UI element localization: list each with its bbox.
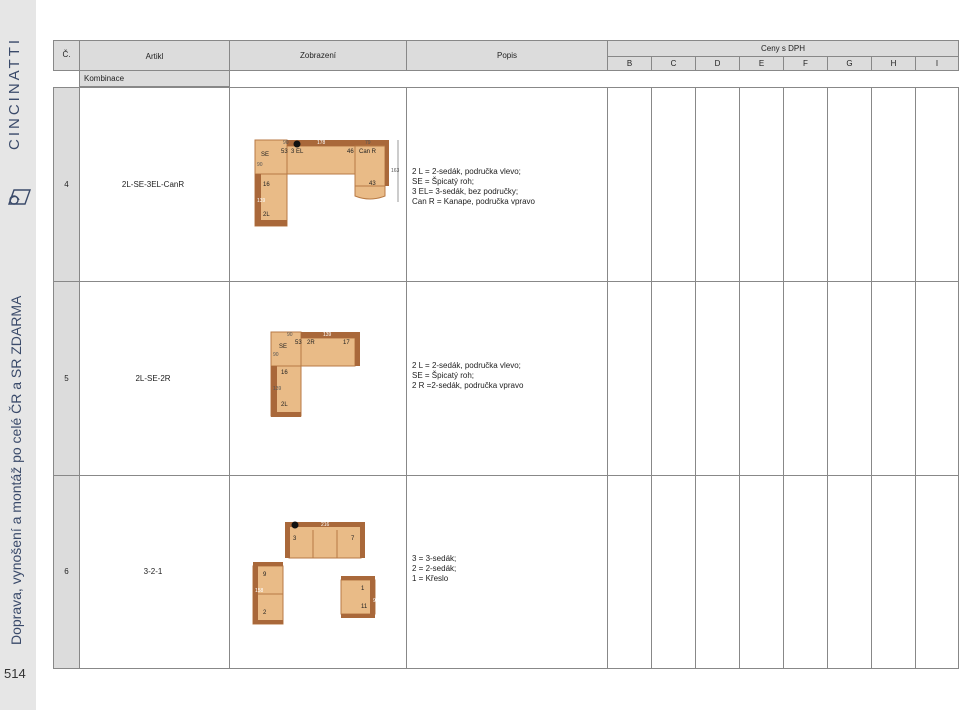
- sofa-dimension: 90: [273, 352, 279, 358]
- price-cell-f: [783, 475, 828, 669]
- header-price-col-d: D: [695, 56, 740, 71]
- description-line: 3 EL= 3-sedák, bez područky;: [412, 186, 519, 196]
- description-line: SE = Špicatý roh;: [412, 370, 475, 380]
- header-price-col-i: I: [915, 56, 959, 71]
- description-line: 2 L = 2-sedák, područka vlevo;: [412, 360, 521, 370]
- sofa-dimension: 90: [283, 140, 289, 146]
- sofa-label: 53: [281, 149, 288, 155]
- sofa-dimension: 178: [317, 140, 326, 146]
- price-cell-d: [695, 87, 740, 282]
- sofa-label: 9: [263, 572, 267, 578]
- description-line: SE = Špicatý roh;: [412, 176, 475, 186]
- combo-name: 2L-SE-3EL-CanR: [121, 179, 185, 189]
- sofa-label: Can R: [359, 149, 377, 155]
- price-cell-i: [915, 475, 959, 669]
- sofa-dimension: 216: [321, 522, 330, 528]
- price-cell-g: [827, 475, 872, 669]
- sofa-diagram-row4: [253, 138, 403, 230]
- header-price-col-b: B: [607, 56, 652, 71]
- sofa-dimension: 90: [287, 332, 293, 338]
- price-cell-h: [871, 281, 916, 476]
- sofa-dimension: 158: [255, 588, 264, 594]
- description-line: 2 L = 2-sedák, područka vlevo;: [412, 166, 521, 176]
- sofa-label: 7: [351, 536, 355, 542]
- sidebar: CINCINATTI Doprava, vynošení a montáž po celé ČR a SR ZDARMA 514: [0, 0, 36, 710]
- row-number: 6: [64, 567, 69, 576]
- description-line: 2 R =2-sedák, područka vpravo: [412, 380, 524, 390]
- sofa-diagram-row5: [269, 330, 363, 420]
- sofa-label: SE: [279, 344, 288, 350]
- sofa-label: 16: [263, 182, 270, 188]
- header-ceny: Ceny s DPH: [607, 40, 959, 57]
- sofa-label: SE: [261, 152, 270, 158]
- price-cell-i: [915, 87, 959, 282]
- price-cell-c: [651, 475, 696, 669]
- header-price-col-h: H: [871, 56, 916, 71]
- sofa-label: 53: [295, 340, 302, 346]
- sofa-label: 2L: [263, 212, 270, 218]
- price-cell-b: [607, 87, 652, 282]
- sofa-label: 16: [281, 370, 288, 376]
- sofa-label: 3: [293, 536, 297, 542]
- header-price-col-e: E: [739, 56, 784, 71]
- sofa-diagram-row6: [249, 520, 389, 626]
- sofa-label: 11: [361, 604, 368, 610]
- price-cell-c: [651, 281, 696, 476]
- price-cell-d: [695, 281, 740, 476]
- header-price-col-g: G: [827, 56, 872, 71]
- page-number: 514: [4, 666, 26, 681]
- row-number: 5: [64, 373, 69, 383]
- sofa-dimension: 98: [373, 598, 379, 604]
- price-table: [53, 40, 959, 669]
- price-cell-g: [827, 281, 872, 476]
- sofa-label: 1: [361, 586, 365, 592]
- header-artikl: Artikl: [79, 40, 230, 71]
- sofa-label: 17: [343, 340, 350, 346]
- sofa-label: 43: [369, 181, 376, 187]
- sofa-dimension: 139: [323, 332, 332, 338]
- price-cell-h: [871, 475, 916, 669]
- header-price-col-c: C: [651, 56, 696, 71]
- price-cell-i: [915, 281, 959, 476]
- description-line: 1 = Křeslo: [412, 574, 449, 583]
- description-line: 3 = 3-sedák;: [412, 554, 457, 563]
- description-line: 2 = 2-sedák;: [412, 564, 457, 573]
- sofa-label: 46: [347, 149, 354, 155]
- price-cell-e: [739, 475, 784, 669]
- price-cell-h: [871, 87, 916, 282]
- sofa-logo-icon: [6, 184, 32, 210]
- price-cell-f: [783, 87, 828, 282]
- sofa-dimension: 79: [365, 140, 371, 146]
- header-zobrazeni: Zobrazení: [229, 40, 407, 71]
- sofa-label: 2R: [307, 340, 315, 346]
- sofa-dimension: 163: [391, 168, 400, 174]
- combo-name: 3-2-1: [143, 567, 163, 576]
- description: [412, 554, 456, 584]
- price-cell-b: [607, 475, 652, 669]
- price-cell-g: [827, 87, 872, 282]
- row-number: 4: [64, 179, 69, 189]
- sofa-dimension: 139: [273, 386, 282, 392]
- header-kombinace: Kombinace: [79, 70, 230, 87]
- sofa-label: 3 EL: [291, 149, 304, 155]
- header-num: Č.: [53, 40, 80, 71]
- sofa-label: 2: [263, 610, 267, 616]
- price-cell-b: [607, 281, 652, 476]
- description: [412, 361, 523, 391]
- description: [412, 167, 535, 207]
- price-cell-f: [783, 281, 828, 476]
- combo-name: 2L-SE-2R: [135, 373, 171, 383]
- sofa-label: 2L: [281, 402, 288, 408]
- sofa-dimension: 90: [257, 162, 263, 168]
- header-popis: Popis: [406, 40, 608, 71]
- sofa-dimension: 139: [257, 198, 266, 204]
- price-cell-e: [739, 87, 784, 282]
- price-cell-e: [739, 281, 784, 476]
- price-cell-d: [695, 475, 740, 669]
- header-price-col-f: F: [783, 56, 828, 71]
- description-line: Can R = Kanape, područka vpravo: [412, 196, 535, 206]
- price-cell-c: [651, 87, 696, 282]
